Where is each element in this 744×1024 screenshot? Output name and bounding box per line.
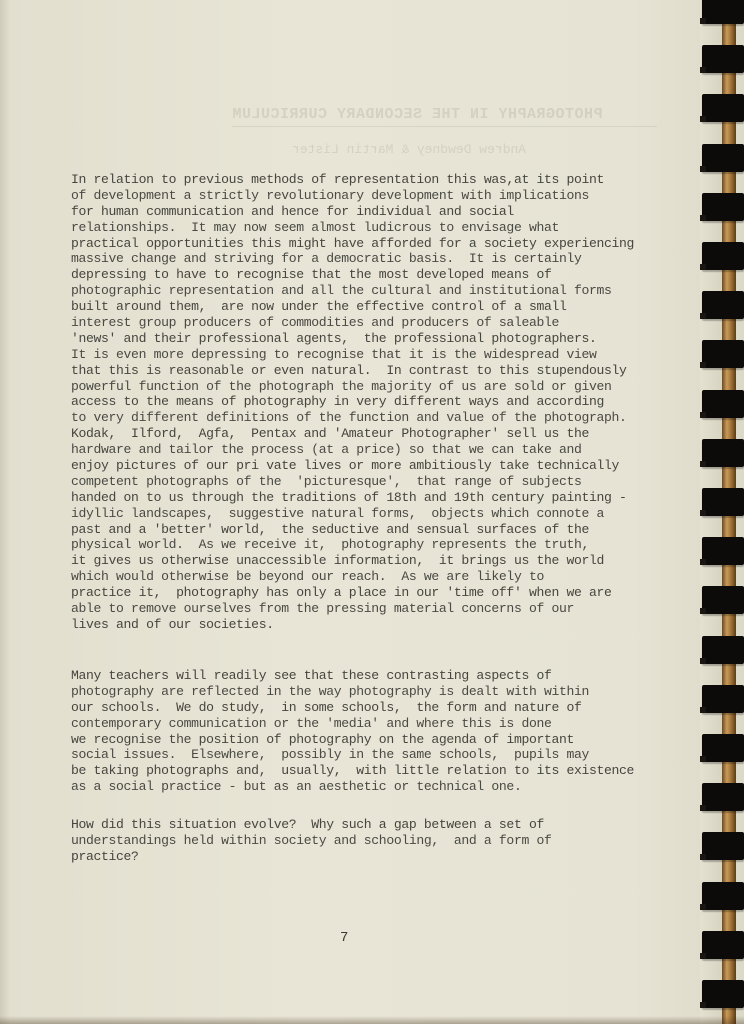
binding-coil-tooth (702, 0, 744, 24)
spiral-binding (700, 0, 744, 1024)
binding-coil-tooth (702, 94, 744, 122)
text-line: enjoy pictures of our pri vate lives or more ambitiously take technically (71, 458, 620, 474)
binding-coil-tooth (702, 586, 744, 614)
text-line: depressing to have to recognise that the most developed means of (71, 267, 552, 283)
text-line: interest group producers of commodities and producers of saleable (71, 315, 559, 331)
text-line: social issues. Elsewhere, possibly in the same schools, pupils may (71, 747, 590, 763)
show-through-authors: Andrew Dewdney & Martin Lister (292, 142, 527, 157)
text-line: physical world. As we receive it, photography represents the truth, (71, 537, 590, 553)
text-line: handed on to us through the traditions of 18th and 19th century painting - (71, 489, 627, 505)
binding-coil-tooth (702, 242, 744, 270)
binding-coil-tooth (702, 45, 744, 73)
binding-coil-tooth (702, 537, 744, 565)
text-line: hardware and tailor the process (at a price) so that we can take and (71, 442, 582, 458)
text-line: understandings held within society and schooling, and a form of (71, 832, 552, 848)
text-line: photographic representation and all the cultural and institutional forms (71, 283, 612, 299)
binding-coil-tooth (702, 783, 744, 811)
text-line: lives and of our societies. (71, 616, 274, 632)
binding-coil-tooth (702, 832, 744, 860)
text-line: In relation to previous methods of representation this was,at its point (71, 172, 605, 187)
text-line: relationships. It may now seem almost ludicrous to envisage what (71, 219, 559, 235)
binding-coil-tooth (702, 291, 744, 319)
binding-coil-tooth (702, 882, 744, 910)
text-line: access to the means of photography in very different ways and according (71, 394, 605, 410)
text-line: that this is reasonable or even natural. In contrast to this stupendously (71, 362, 627, 378)
text-line: It is even more depressing to recognise that it is the widespread view (71, 346, 597, 362)
binding-coil-tooth (702, 488, 744, 516)
binding-coil-tooth (702, 439, 744, 467)
paragraph-3 (71, 817, 631, 865)
page-edge-shadow (0, 0, 10, 1024)
text-line: for human communication and hence for individual and social (71, 203, 514, 219)
text-line: it gives us otherwise unaccessible information, it brings us the world (71, 553, 605, 569)
binding-coil-tooth (702, 980, 744, 1008)
binding-coil-tooth (702, 340, 744, 368)
paragraph-1 (71, 172, 635, 633)
paragraph-2 (71, 668, 635, 795)
text-line: How did this situation evolve? Why such a gap between a set of (71, 817, 544, 832)
text-line: built around them, are now under the effective control of a small (71, 299, 567, 315)
text-line: 'news' and their professional agents, the professional photographers. (71, 330, 597, 346)
binding-coil-tooth (702, 636, 744, 664)
text-line: powerful function of the photograph the majority of us are sold or given (71, 378, 612, 394)
text-line: our schools. We do study, in some schools, the form and nature of (71, 699, 582, 715)
show-through-title-rule (232, 126, 657, 127)
page-number: 7 (340, 930, 349, 946)
text-line: to very different definitions of the function and value of the photograph. (71, 410, 627, 426)
binding-coil-tooth (702, 144, 744, 172)
binding-coil-tooth (702, 931, 744, 959)
text-line: practice? (71, 848, 139, 864)
binding-coil-tooth (702, 390, 744, 418)
text-line: able to remove ourselves from the pressing material concerns of our (71, 601, 575, 617)
binding-coil-tooth (702, 193, 744, 221)
text-line: of development a strictly revolutionary development with implications (71, 187, 590, 203)
text-line: as a social practice - but as an aesthetic or technical one. (71, 779, 522, 795)
text-line: be taking photographs and, usually, with little relation to its existence (71, 763, 635, 779)
text-line: we recognise the position of photography on the agenda of important (71, 731, 575, 747)
text-line: Many teachers will readily see that these contrasting aspects of (71, 668, 552, 683)
binding-coil-tooth (702, 734, 744, 762)
text-line: contemporary communication or the 'media' and where this is done (71, 715, 552, 731)
text-line: practice it, photography has only a place in our 'time off' when we are (71, 585, 612, 601)
page-bottom-shadow (0, 1016, 744, 1024)
text-line: past and a 'better' world, the seductive and sensual surfaces of the (71, 521, 590, 537)
text-line: competent photographs of the 'picturesque', that range of subjects (71, 473, 582, 489)
binding-coil-tooth (702, 685, 744, 713)
text-line: massive change and striving for a democratic basis. It is certainly (71, 251, 582, 267)
text-line: Kodak, Ilford, Agfa, Pentax and 'Amateur Photographer' sell us the (71, 426, 590, 442)
text-line: practical opportunities this might have afforded for a society experiencing (71, 235, 635, 251)
show-through-title: PHOTOGRAPHY IN THE SECONDARY CURRICULUM (232, 106, 603, 123)
text-line: which would otherwise be beyond our reach. As we are likely to (71, 569, 544, 585)
text-line: photography are reflected in the way photography is dealt with within (71, 683, 590, 699)
text-line: idyllic landscapes, suggestive natural forms, objects which connote a (71, 505, 605, 521)
